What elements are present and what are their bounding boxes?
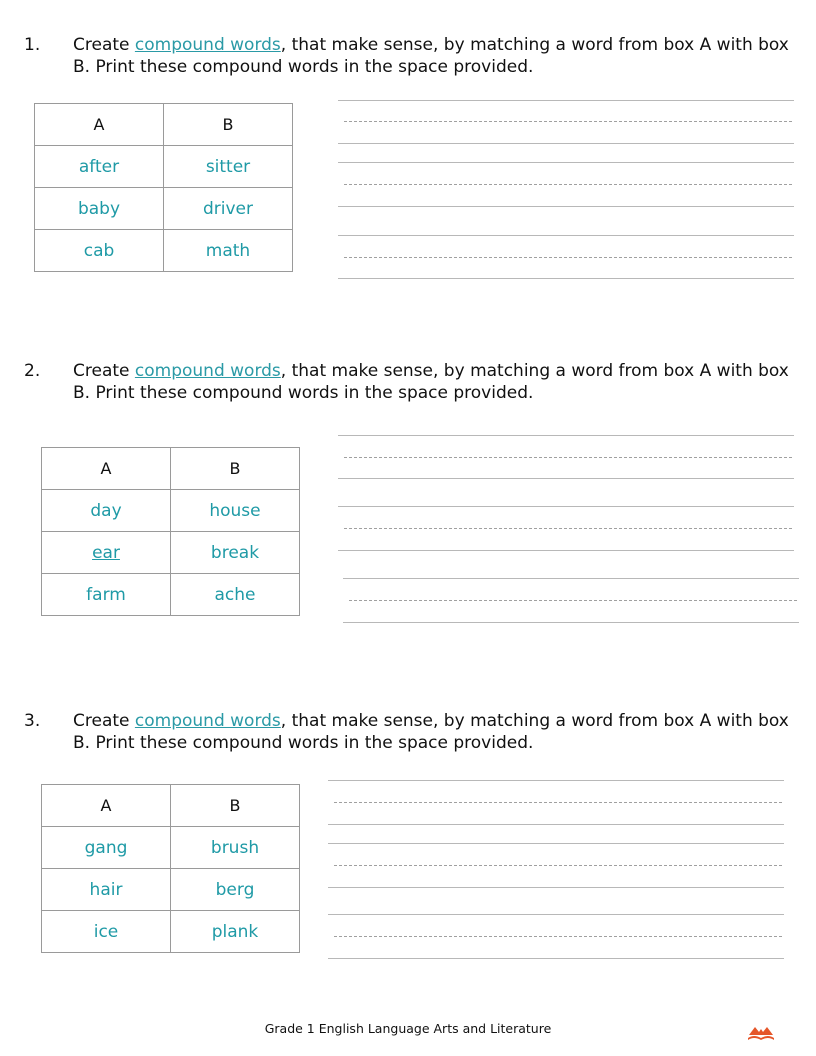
writing-line-solid: [328, 958, 784, 959]
word-a-cell: farm: [42, 574, 171, 616]
table-row: [35, 230, 293, 272]
table-row: [42, 532, 300, 574]
table-header-row: [35, 104, 293, 146]
writing-line-dashed: [334, 802, 782, 803]
book-logo-icon: [746, 1023, 776, 1043]
writing-line-solid: [328, 843, 784, 844]
instruction-prefix: Create: [73, 361, 135, 381]
word-a-cell: cab: [35, 230, 164, 272]
writing-line-solid: [338, 506, 794, 507]
word-table: [41, 447, 300, 616]
writing-line-solid: [343, 622, 799, 623]
writing-line-dashed: [344, 528, 792, 529]
word-a-cell: ice: [42, 911, 171, 953]
word-b-cell: house: [171, 490, 300, 532]
header-b: B: [171, 448, 300, 490]
question-number: 2.: [24, 361, 41, 381]
word-a-cell: gang: [42, 827, 171, 869]
table-row: [42, 911, 300, 953]
writing-line-solid: [338, 143, 794, 144]
question-number: 1.: [24, 35, 41, 55]
writing-line-solid: [338, 478, 794, 479]
header-a: A: [42, 785, 171, 827]
header-b: B: [164, 104, 293, 146]
word-b-cell: break: [171, 532, 300, 574]
writing-line-solid: [338, 162, 794, 163]
table-row: [42, 574, 300, 616]
writing-line-solid: [338, 550, 794, 551]
compound-words-link[interactable]: compound words: [134, 35, 281, 55]
writing-lines-area[interactable]: [338, 99, 796, 279]
writing-line-dashed: [344, 184, 792, 185]
writing-line-dashed: [344, 121, 792, 122]
writing-line-solid: [328, 914, 784, 915]
table-row: [42, 490, 300, 532]
compound-words-link[interactable]: compound words: [134, 361, 281, 381]
writing-line-dashed: [349, 600, 797, 601]
header-a: A: [35, 104, 164, 146]
word-table: [34, 103, 293, 272]
header-b: B: [171, 785, 300, 827]
table-row: [35, 146, 293, 188]
question-instruction: [73, 710, 793, 754]
table-row: [35, 188, 293, 230]
writing-line-solid: [328, 780, 784, 781]
table-header-row: [42, 785, 300, 827]
word-a-cell: hair: [42, 869, 171, 911]
word-b-cell: ache: [171, 574, 300, 616]
writing-line-solid: [338, 100, 794, 101]
writing-line-solid: [328, 824, 784, 825]
word-b-cell: driver: [164, 188, 293, 230]
word-a-cell: day: [42, 490, 171, 532]
header-a: A: [42, 448, 171, 490]
word-a-cell: ear: [42, 532, 171, 574]
writing-line-solid: [328, 887, 784, 888]
word-b-cell: sitter: [164, 146, 293, 188]
table-row: [42, 827, 300, 869]
writing-line-solid: [343, 578, 799, 579]
table-header-row: [42, 448, 300, 490]
question-instruction: [73, 34, 793, 78]
word-b-cell: plank: [171, 911, 300, 953]
question-number: 3.: [24, 711, 41, 731]
writing-line-dashed: [344, 257, 792, 258]
instruction-suffix: , that make sense, by matching a word from box A with box B. Print these compound words in the space provided.: [73, 35, 789, 77]
word-a-cell: after: [35, 146, 164, 188]
writing-line-dashed: [334, 936, 782, 937]
instruction-prefix: Create: [73, 711, 135, 731]
writing-line-solid: [338, 235, 794, 236]
word-table: [41, 784, 300, 953]
writing-line-solid: [338, 206, 794, 207]
word-a-cell: baby: [35, 188, 164, 230]
writing-line-solid: [338, 435, 794, 436]
word-b-cell: math: [164, 230, 293, 272]
writing-lines-area[interactable]: [338, 434, 796, 614]
instruction-prefix: Create: [73, 35, 135, 55]
word-b-cell: brush: [171, 827, 300, 869]
writing-line-dashed: [344, 457, 792, 458]
writing-line-solid: [338, 278, 794, 279]
instruction-suffix: , that make sense, by matching a word from box A with box B. Print these compound words in the space provided.: [73, 361, 789, 403]
writing-line-dashed: [334, 865, 782, 866]
word-b-cell: berg: [171, 869, 300, 911]
writing-lines-area[interactable]: [328, 779, 786, 959]
page-footer: Grade 1 English Language Arts and Literature: [264, 1021, 552, 1036]
instruction-suffix: , that make sense, by matching a word from box A with box B. Print these compound words in the space provided.: [73, 711, 789, 753]
table-row: [42, 869, 300, 911]
compound-words-link[interactable]: compound words: [134, 711, 281, 731]
question-instruction: [73, 360, 793, 404]
